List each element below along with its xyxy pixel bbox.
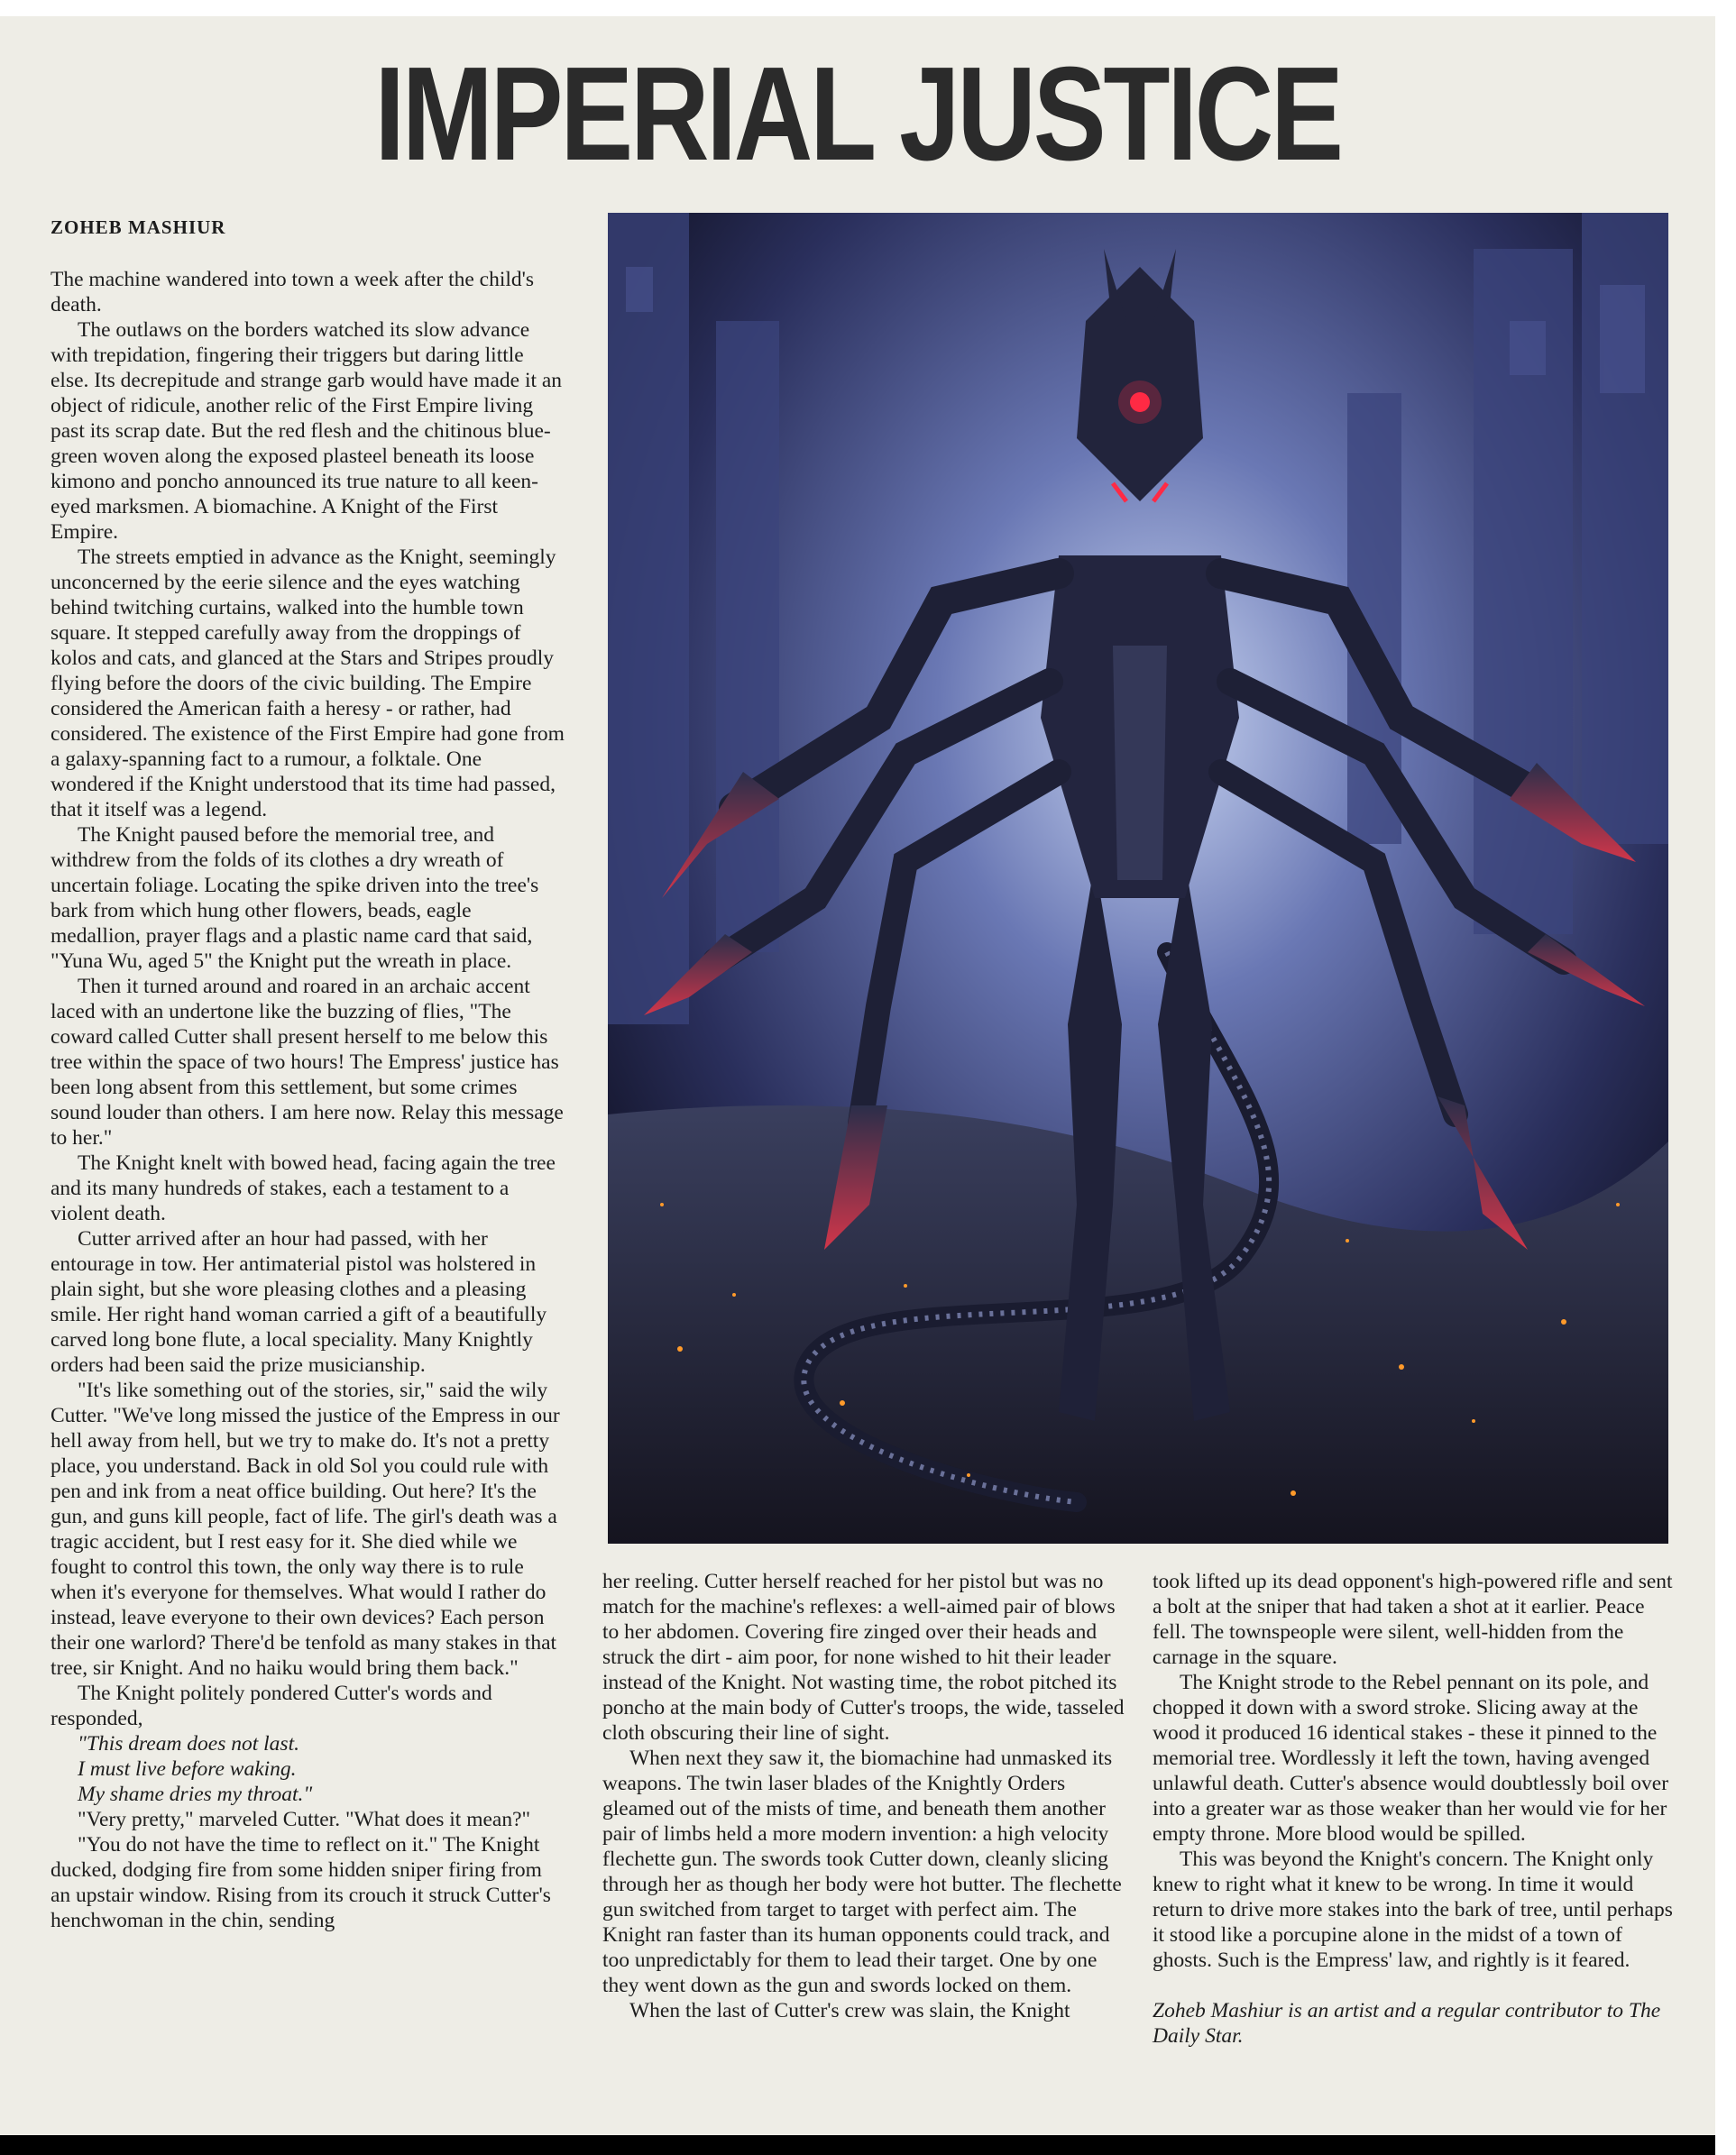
paragraph: The Knight strode to the Rebel pennant on its pole, and chopped it down with a sword stroke. Slicing away at the wood it produced 16 identical stakes - these it pinned to the memorial tree. Wordlessly it left the town, having avenged unlawful death. Cutter's absence would doubtlessly boil over into a greater war as those weaker than her would vie for her empty throne. More blood would be spilled. — [1153, 1671, 1669, 1846]
biomechanical-knight-illustration-icon — [608, 213, 1668, 1544]
paragraph: The Knight knelt with bowed head, facing again the tree and its many hundreds of stakes, each a testament to a violent death. — [51, 1151, 556, 1225]
author-credit: Zoheb Mashiur is an artist and a regular contributor to The Daily Star. — [1153, 1999, 1661, 2048]
haiku-line: My shame dries my throat." — [78, 1783, 313, 1806]
paragraph: When the last of Cutter's crew was slain, the Knight — [629, 1999, 1070, 2022]
knight-illustration — [608, 213, 1668, 1544]
paragraph: Cutter arrived after an hour had passed, with her entourage in tow. Her antimaterial pistol was holstered in plain sight, but she wore pleasing clothes and a pleasing smile. Her right hand woman carried a gift of a beautifully carved long bone flute, a local speciality. Many Knightly orders had been said the prize musicianship. — [51, 1227, 547, 1377]
headline: IMPERIAL JUSTICE — [374, 40, 1341, 188]
paragraph: took lifted up its dead opponent's high-powered rifle and sent a bolt at the sniper that had taken a shot at it earlier. Peace fell. The townspeople were silent, well-hidden from the carnage in the square. — [1153, 1570, 1673, 1669]
article-column-1 — [51, 267, 566, 1933]
haiku-line: "This dream does not last. — [78, 1732, 299, 1756]
paragraph: This was beyond the Knight's concern. The Knight only knew to right what it knew to be wrong. In time it would return to drive more stakes into the bark of tree, until perhaps it stood like a porcupine alone in the midst of a town of ghosts. Such is the Empress' law, and rightly is it feared. — [1153, 1848, 1673, 1972]
paragraph: The Knight paused before the memorial tree, and withdrew from the folds of its clothes a dry wreath of uncertain foliage. Locating the spike driven into the tree's bark from which hung other flowers, beads, eagle medallion, prayer flags and a plastic name card that said, "Yuna Wu, aged 5" the Knight put the wreath in place. — [51, 823, 539, 973]
article-column-3 — [1153, 1569, 1676, 2049]
top-border — [0, 0, 1736, 16]
paragraph: her reeling. Cutter herself reached for her pistol but was no match for the machine's reflexes: a well-aimed pair of blows to her abdomen. Covering fire zinged over their heads and struck the dirt - aim poor, for none wished to hit their leader instead of the Knight. Not wasting time, the robot pitched its poncho at the main body of Cutter's troops, the wide, tasseled cloth obscuring their line of sight. — [602, 1570, 1125, 1745]
article-column-2 — [602, 1569, 1125, 2023]
paragraph: The outlaws on the borders watched its slow advance with trepidation, fingering their triggers but daring little else. Its decrepitude and strange garb would have made it an object of ridicule, another relic of the First Empire living past its scrap date. But the red flesh and the chitinous blue-green woven along the exposed plasteel beneath its loose kimono and poncho announced its true nature to all keen-eyed marksmen. A biomachine. A Knight of the First Empire. — [51, 318, 563, 544]
paragraph: The Knight politely pondered Cutter's words and responded, — [51, 1682, 492, 1730]
paragraph: "You do not have the time to reflect on it." The Knight ducked, dodging fire from some hidden sniper firing from an upstair window. Rising from its crouch it struck Cutter's henchwoman in the chin, sending — [51, 1833, 551, 1932]
paragraph: The machine wandered into town a week after the child's death. — [51, 268, 535, 316]
paragraph: Then it turned around and roared in an archaic accent laced with an undertone like the buzzing of flies, "The coward called Cutter shall present herself to me below this tree within the space of two hours! The Empress' justice has been long absent from this settlement, but some crimes sound louder than others. I am here now. Relay this message to her." — [51, 975, 564, 1150]
right-border — [1715, 0, 1736, 2155]
paragraph: "Very pretty," marveled Cutter. "What does it mean?" — [78, 1808, 531, 1831]
paragraph: When next they saw it, the biomachine had unmasked its weapons. The twin laser blades of the Knightly Orders gleamed out of the mists of time, and beneath them another pair of limbs held a more modern invention: a high velocity flechette gun. The swords took Cutter down, cleanly slicing through her as though her body were hot butter. The flechette gun switched from target to target with perfect aim. The Knight ran faster than its human opponents could track, and too unpredictably for them to lead their target. One by one they went down as the gun and swords locked on them. — [602, 1747, 1122, 1997]
paragraph: The streets emptied in advance as the Knight, seemingly unconcerned by the eerie silence and the eyes watching behind twitching curtains, walked into the humble town square. It stepped carefully away from the droppings of kolos and cats, and glanced at the Stars and Stripes proudly flying before the doors of the civic building. The Empire considered the American faith a heresy - or rather, had considered. The existence of the First Empire had gone from a galaxy-spanning fact to a rumour, a folktale. One wondered if the Knight understood that its time had passed, that it itself was a legend. — [51, 546, 565, 821]
haiku-line: I must live before waking. — [78, 1757, 297, 1781]
byline: ZOHEB MASHIUR — [51, 216, 226, 238]
paragraph: "It's like something out of the stories, sir," said the wily Cutter. "We've long missed the justice of the Empress in our hell away from hell, but we try to make do. It's not a pretty place, you understand. Back in old Sol you could rule with pen and ink from a neat office building. Out here? It's the gun, and guns kill people, fact of life. The girl's death was a tragic accident, but I rest easy for it. She died while we fought to control this town, the only way there is to rule when it's everyone for themselves. What would I rather do instead, leave everyone to their own devices? Each person their one warlord? There'd be tenfold as many stakes in that tree, sir Knight. And no haiku would bring them back." — [51, 1379, 560, 1680]
